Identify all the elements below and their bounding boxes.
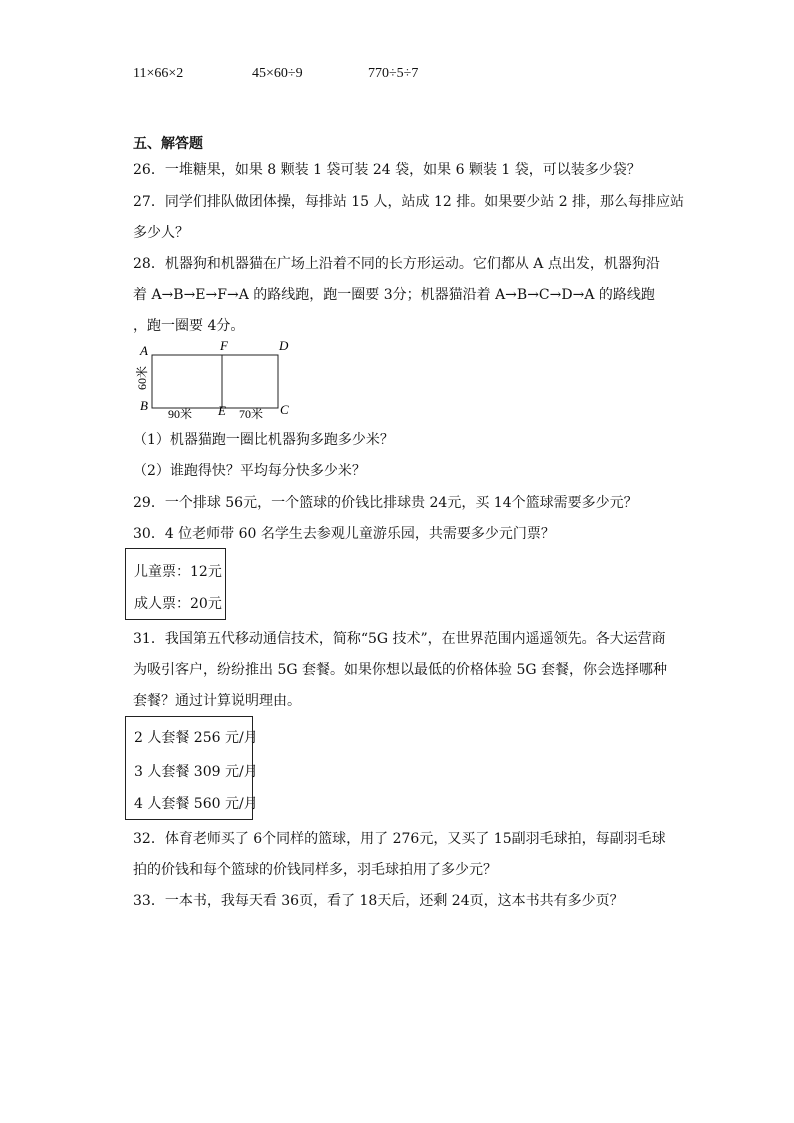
section-title: 五、解答题 (133, 136, 203, 152)
package-price-box (125, 716, 258, 820)
question-28-line-3: ，跑一圈要 4分。 (133, 318, 245, 334)
question-30: 30．4 位老师带 60 名学生去参观儿童游乐园，共需要多少元门票？ (133, 526, 555, 542)
ticket-price-adult: 成人票：20元 (134, 596, 222, 612)
point-label-d: D (279, 338, 289, 353)
outer-rectangle (152, 355, 278, 408)
side-length-left: 60米 (135, 365, 149, 390)
package-price-3-person: 3 人套餐 309 元/月 (134, 764, 258, 780)
point-label-c: C (280, 402, 289, 417)
bottom-length-left: 90米 (168, 407, 193, 421)
ticket-price-child: 儿童票：12元 (134, 564, 222, 580)
question-31-line-3: 套餐？通过计算说明理由。 (133, 693, 301, 709)
calc-expression-1: 11×66×2 (133, 66, 184, 81)
point-label-a: A (140, 343, 148, 358)
ticket-price-box (125, 548, 226, 620)
question-26: 26．一堆糖果，如果 8 颗装 1 袋可装 24 袋，如果 6 颗装 1 袋，可以装多少袋？ (133, 162, 641, 178)
question-31-line-1: 31．我国第五代移动通信技术，简称“5G 技术”，在世界范围内遥遥领先。各大运营商 (133, 631, 666, 647)
bottom-length-right: 70米 (239, 407, 264, 421)
question-32-line-2: 拍的价钱和每个篮球的价钱同样多，羽毛球拍用了多少元？ (133, 862, 497, 878)
question-28-line-1: 28．机器狗和机器猫在广场上沿着不同的长方形运动。它们都从 A 点出发，机器狗沿 (133, 256, 660, 272)
package-price-2-person: 2 人套餐 256 元/月 (134, 730, 258, 746)
question-27-line-2: 多少人？ (133, 225, 189, 241)
question-28-sub-1: （1）机器猫跑一圈比机器狗多跑多少米？ (133, 432, 394, 448)
point-label-e: E (218, 403, 226, 418)
question-29: 29．一个排球 56元，一个篮球的价钱比排球贵 24元，买 14个篮球需要多少元？ (133, 495, 638, 511)
calc-expression-2: 45×60÷9 (252, 66, 303, 81)
rectangle-route-diagram (130, 338, 310, 428)
calc-expression-3: 770÷5÷7 (368, 66, 419, 81)
question-33: 33．一本书，我每天看 36页，看了 18天后，还剩 24页，这本书共有多少页？ (133, 893, 624, 909)
point-label-f: F (220, 338, 228, 353)
package-price-4-person: 4 人套餐 560 元/月 (134, 796, 258, 812)
question-28-sub-2: （2）谁跑得快？平均每分快多少米？ (133, 463, 366, 479)
question-31-line-2: 为吸引客户，纷纷推出 5G 套餐。如果你想以最低的价格体验 5G 套餐，你会选择哪种 (133, 662, 667, 678)
question-28-line-2: 着 A→B→E→F→A 的路线跑，跑一圈要 3分；机器猫沿着 A→B→C→D→A 的路线跑 (133, 287, 655, 303)
point-label-b: B (140, 398, 148, 413)
question-27-line-1: 27．同学们排队做团体操，每排站 15 人，站成 12 排。如果要少站 2 排，那么每排应站 (133, 194, 685, 210)
question-32-line-1: 32．体育老师买了 6个同样的篮球，用了 276元，又买了 15副羽毛球拍，每副羽毛球 (133, 831, 666, 847)
